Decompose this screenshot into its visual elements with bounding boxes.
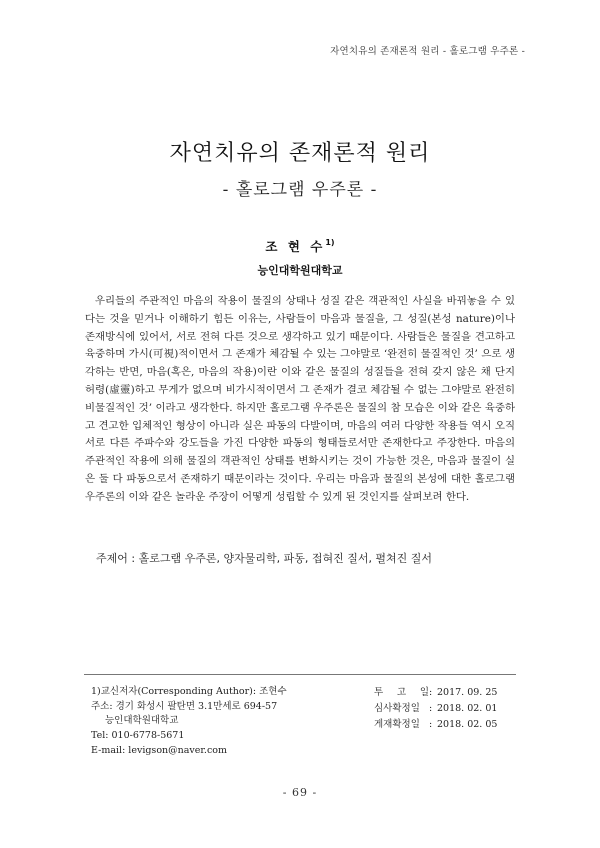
author-name	[0, 237, 600, 255]
author-name-text: 조 현 수	[265, 239, 326, 254]
email-address[interactable]: E-mail: levigson@naver.com	[91, 744, 227, 756]
date-label: 투 고 일	[374, 687, 429, 698]
date-value: 2018. 02. 05	[437, 719, 498, 731]
date-value: 2018. 02. 01	[437, 703, 498, 715]
article-title: 자연치유의 존재론적 원리	[169, 141, 431, 166]
address-line: 주소: 경기 화성시 팔탄면 3.1만세로 694-57	[91, 700, 278, 712]
telephone: Tel: 010-6778-5671	[91, 730, 185, 742]
keywords: 주제어 : 홀로그램 우주론, 양자물리학, 파동, 접혀진 질서, 펼쳐진 질서	[96, 552, 433, 565]
abstract-text: 우리들의 주관적인 마음의 작용이 물질의 상태나 성질 같은 객관적인 사실을 바꿔놓을 수 있다는 것을 믿거나 이해하기 힘든 이유는, 사람들이 마음과 물질을, 그 성질(본성 nature)이나 존재방식에 있어서, 서로 전혀 다른 것으로 생각하고 있기 때문이다. 사람들은 물질을 견고하고 육중하며 가시(可視)적이면서 그 존재가 체감될 수 있는 그야말로 ‘완전히 물질적인 것’ 으로 생각하는 반면, 마음(혹은, 마음의 작용)이란 이와 같은 물질의 성질들을 전혀 갖지 않은 채 단지 허령(虛靈)하고 무게가 없으며 비가시적이면서 그 존재가 결코 체감될 수 없는 그야말로 완전히 비물질적인 것’ 이라고 생각한다. 하지만 홀로그램 우주론은 물질의 참 모습은 이와 같은 육중하고 견고한 입체적인 형상이 아니라 실은 파동의 다발이며, 마음의 여러 다양한 작용들 역시 오직 서로 다른 주파수와 강도들을 가진 다양한 파동의 형태들로서만 존재한다고 주장한다. 마음의 주관적인 작용에 의해 물질의 객관적인 상태를 변화시키는 것이 가능한 것은, 마음과 물질이 실은 둘 다 파동으로서 존재하기 때문이라는 것이다. 우리는 마음과 물질의 본성에 대한 홀로그램 우주론의 이와 같은 놀라운 주장이 어떻게 성립할 수 있게 된 것인지를 살펴보려 한다.	[85, 295, 515, 503]
address-institution: 능인대학원대학교	[105, 715, 179, 727]
date-colon: :	[429, 687, 433, 698]
footnote	[91, 685, 371, 759]
date-label: 심사확정일	[374, 703, 420, 715]
date-value: 2017. 09. 25	[437, 687, 498, 698]
date-row	[374, 701, 497, 717]
author-affiliation: 능인대학원대학교	[257, 264, 343, 277]
author-footnote-mark[interactable]: 1)	[325, 238, 335, 247]
footnote-divider	[84, 674, 516, 675]
publication-dates	[374, 685, 497, 734]
article-subtitle: - 홀로그램 우주론 -	[222, 180, 378, 200]
date-colon: :	[429, 703, 433, 715]
running-header: 자연치유의 존재론적 원리 - 홀로그램 우주론 -	[330, 46, 525, 57]
date-colon: :	[429, 719, 433, 731]
date-row	[374, 685, 497, 701]
corresponding-author: 1)교신저자(Corresponding Author): 조현수	[91, 686, 287, 697]
date-label: 게재확정일	[374, 719, 420, 731]
date-row	[374, 717, 497, 733]
page-number: - 69 -	[282, 786, 318, 799]
abstract	[85, 293, 515, 507]
